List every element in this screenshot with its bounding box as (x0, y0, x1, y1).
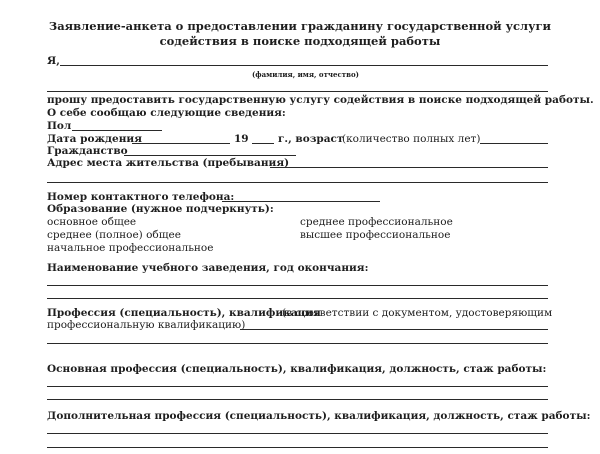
fio-hint: (фамилия, имя, отчество) (252, 70, 359, 79)
citizenship-label: Гражданство (47, 145, 128, 157)
institution-field[interactable] (47, 285, 548, 286)
form-title-line2: содействия в поиске подходящей работы (159, 34, 441, 48)
sex-label: Пол (47, 120, 72, 132)
address-field-2[interactable] (47, 182, 548, 183)
main-profession-field[interactable] (47, 386, 548, 387)
age-field[interactable] (480, 143, 548, 144)
education-basic-general[interactable]: основное общее (47, 216, 137, 228)
education-secondary-vocational[interactable]: среднее профессиональное (300, 216, 453, 228)
education-secondary-general[interactable]: среднее (полное) общее (47, 229, 181, 241)
citizenship-field[interactable] (124, 155, 296, 156)
profession-field-2[interactable] (47, 343, 548, 344)
profession-note-1: (в соответствии с документом, удостоверяющим (282, 307, 553, 319)
phone-field[interactable] (222, 201, 380, 202)
education-primary-vocational[interactable]: начальное профессиональное (47, 242, 214, 254)
year-suffix: г., возраст (278, 133, 344, 145)
dob-field[interactable] (132, 143, 230, 144)
year-prefix: 19 (234, 133, 249, 145)
sex-field[interactable] (72, 130, 162, 131)
extra-profession-label: Дополнительная профессия (специальность), квалификация, должность, стаж работы: (47, 410, 591, 422)
address-field[interactable] (270, 167, 548, 168)
profession-note-2: профессиональную квалификацию) (47, 319, 246, 331)
request-text: прошу предоставить государственную услугу содействия в поиске подходящей работы. (47, 94, 594, 106)
education-higher-vocational[interactable]: высшее профессиональное (300, 229, 451, 241)
dob-label: Дата рождения (47, 133, 142, 145)
address-label: Адрес места жительства (пребывания) (47, 157, 290, 169)
fio-line[interactable] (60, 65, 548, 66)
extra-profession-field[interactable] (47, 433, 548, 434)
profession-label: Профессия (специальность), квалификация (47, 307, 321, 319)
institution-label: Наименование учебного заведения, год окончания: (47, 262, 369, 274)
year-field[interactable] (252, 143, 274, 144)
fio-line-2[interactable] (47, 91, 548, 92)
phone-label: Номер контактного телефона: (47, 191, 235, 203)
institution-field-2[interactable] (47, 298, 548, 299)
main-profession-label: Основная профессия (специальность), квалификация, должность, стаж работы: (47, 363, 547, 375)
profession-field[interactable] (240, 329, 548, 330)
form-title-line1: Заявление-анкета о предоставлении гражданину государственной услуги (48, 19, 552, 33)
about-text: О себе сообщаю следующие сведения: (47, 107, 286, 119)
main-profession-field-2[interactable] (47, 399, 548, 400)
age-hint: (количество полных лет) (342, 133, 481, 145)
extra-profession-field-2[interactable] (47, 447, 548, 448)
ya-label: Я, (47, 55, 60, 67)
education-label: Образование (нужное подчеркнуть): (47, 203, 274, 215)
